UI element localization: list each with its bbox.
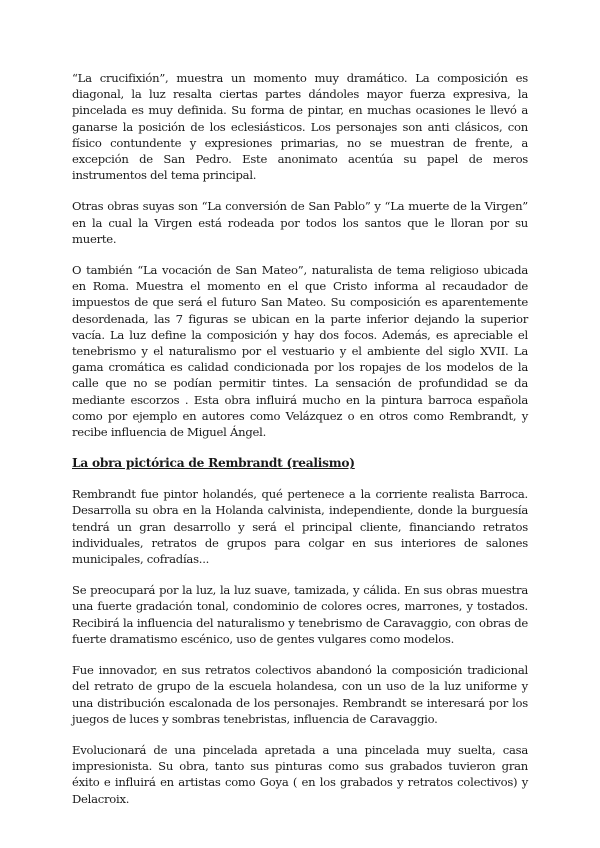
paragraph-rembrandt-innovation: Fue innovador, en sus retratos colectivos abandonó la composición tradicional del retrato de grupo de la escuela holandesa, con un uso de la luz uniforme y una distribución escalonada de los personajes. Rembrandt se interesará por los juegos de luces y sombras tenebristas, influencia de Caravaggio. [72, 663, 528, 726]
paragraph-rembrandt-light: Se preocupará por la luz, la luz suave, tamizada, y cálida. En sus obras muestra una fuerte gradación tonal, condominio de colores ocres, marrones, y tostados. Recibirá la influencia del naturalismo y tenebrismo de Caravaggio, con obras de fuerte dramatismo escénico, uso de gentes vulgares como modelos. [72, 583, 528, 646]
paragraph-san-mateo: O también “La vocación de San Mateo”, naturalista de tema religioso ubicada en Roma. Muestra el momento en el que Cristo informa al recaudador de impuestos de que será el futuro San Mateo. Su composición es aparentemente desordenada, las 7 figuras se ubican en la parte inferior dejando la superior vacía. La luz define la composición y hay dos focos. Además, es apreciable el tenebrismo y el naturalismo por el vestuario y el ambiente del siglo XVII. La gama cromática es calidad condicionada por los ropajes de los modelos de la calle que no se podían permitir tintes. La sensación de profundidad se da mediante escorzos . Esta obra influirá mucho en la pintura barroca española como por ejemplo en autores como Velázquez o en otros como Rembrandt, y recibe influencia de Miguel Ángel. [72, 263, 528, 440]
paragraph-rembrandt-evolution: Evolucionará de una pincelada apretada a una pincelada muy suelta, casa impresionista. Su obra, tanto sus pinturas como sus grabados tuvieron gran éxito e influirá en artistas como Goya ( en los grabados y retratos colectivos) y Delacroix. [72, 742, 528, 806]
document-page [72, 70, 528, 822]
paragraph-other-works: Otras obras suyas son “La conversión de San Pablo” y “La muerte de la Virgen” en la cual la Virgen está rodeada por todos los santos que le lloran por su muerte. [72, 199, 528, 246]
paragraph-crucifixion: “La crucifixión”, muestra un momento muy dramático. La composición es diagonal, la luz resalta ciertas partes dándoles mayor fuerza expresiva, la pincelada es muy definida. Su forma de pintar, en muchas ocasiones le llevó a ganarse la posición de los eclesiásticos. Los personajes son anti clásicos, con físico contundente y expresiones primarias, no se muestran de frente, a excepción de San Pedro. Este anonimato acentúa su papel de meros instrumentos del tema principal. [72, 71, 528, 183]
section-heading-rembrandt: La obra pictórica de Rembrandt (realismo) [72, 456, 355, 471]
paragraph-rembrandt-intro: Rembrandt fue pintor holandés, qué pertenece a la corriente realista Barroca. Desarrolla su obra en la Holanda calvinista, independiente, donde la burguesía tendrá un gran desarrollo y será el principal cliente, financiando retratos individuales, retratos de grupos para colgar en sus interiores de salones municipales, cofradías... [72, 487, 528, 567]
